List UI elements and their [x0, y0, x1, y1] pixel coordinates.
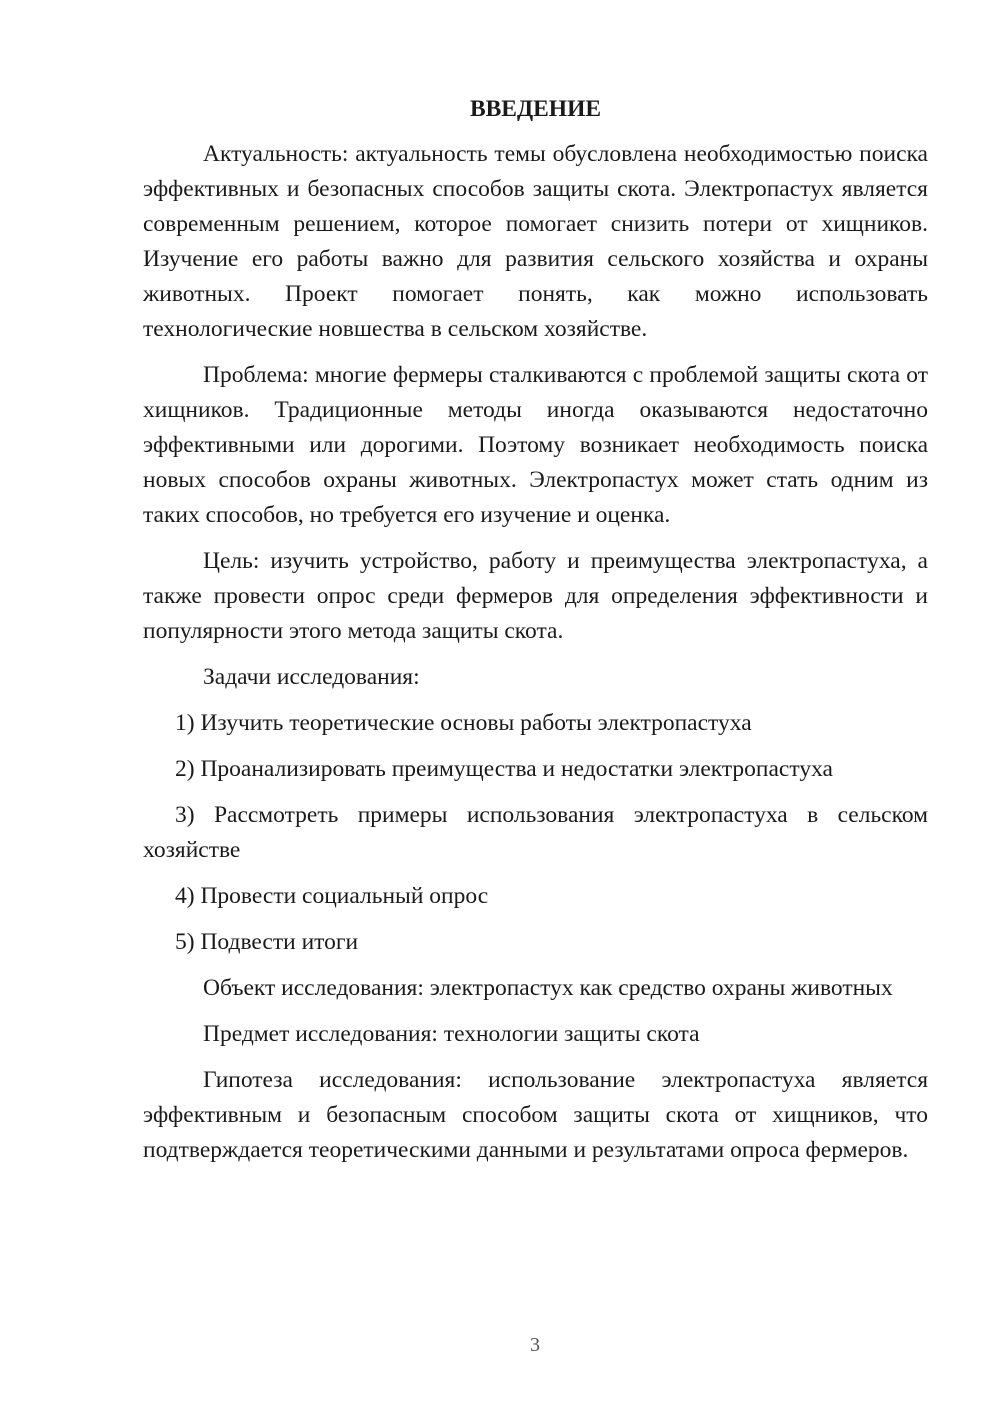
section-heading: ВВЕДЕНИЕ: [469, 96, 602, 122]
list-item: 1) Изучить теоретические основы работы электропастуха: [175, 710, 752, 736]
subject-paragraph: Предмет исследования: технологии защиты скота: [203, 1021, 700, 1047]
document-body: [143, 92, 928, 1179]
page-number: 3: [530, 1334, 540, 1356]
tasks-list: [143, 706, 928, 960]
list-item: 3) Рассмотреть примеры использования электропастуха в сельском хозяйстве: [143, 802, 928, 863]
list-item: 4) Провести социальный опрос: [175, 883, 489, 909]
list-item: 5) Подвести итоги: [175, 929, 359, 955]
list-item: 2) Проанализировать преимущества и недостатки электропастуха: [175, 756, 833, 782]
goal-paragraph: Цель: изучить устройство, работу и преимущества электропастуха, а также провести опрос среди фермеров для определения эффективности и популярности этого метода защиты скота.: [143, 548, 928, 644]
relevance-paragraph: Актуальность: актуальность темы обусловлена необходимостью поиска эффективных и безопасных способов защиты скота. Электропастух является современным решением, которое помогает снизить потери от хищников. Изучение его работы важно для развития сельского хозяйства и охраны животных. Проект помогает понять, как можно использовать технологические новшества в сельском хозяйстве.: [143, 141, 928, 342]
object-paragraph: Объект исследования: электропастух как средство охраны животных: [203, 975, 893, 1001]
tasks-title: Задачи исследования:: [203, 664, 420, 690]
hypothesis-paragraph: Гипотеза исследования: использование электропастуха является эффективным и безопасным способом защиты скота от хищников, что подтверждается теоретическими данными и результатами опроса фермеров.: [143, 1067, 928, 1163]
problem-paragraph: Проблема: многие фермеры сталкиваются с проблемой защиты скота от хищников. Традиционные методы иногда оказываются недостаточно эффективными или дорогими. Поэтому возникает необходимость поиска новых способов охраны животных. Электропастух может стать одним из таких способов, но требуется его изучение и оценка.: [143, 362, 928, 528]
